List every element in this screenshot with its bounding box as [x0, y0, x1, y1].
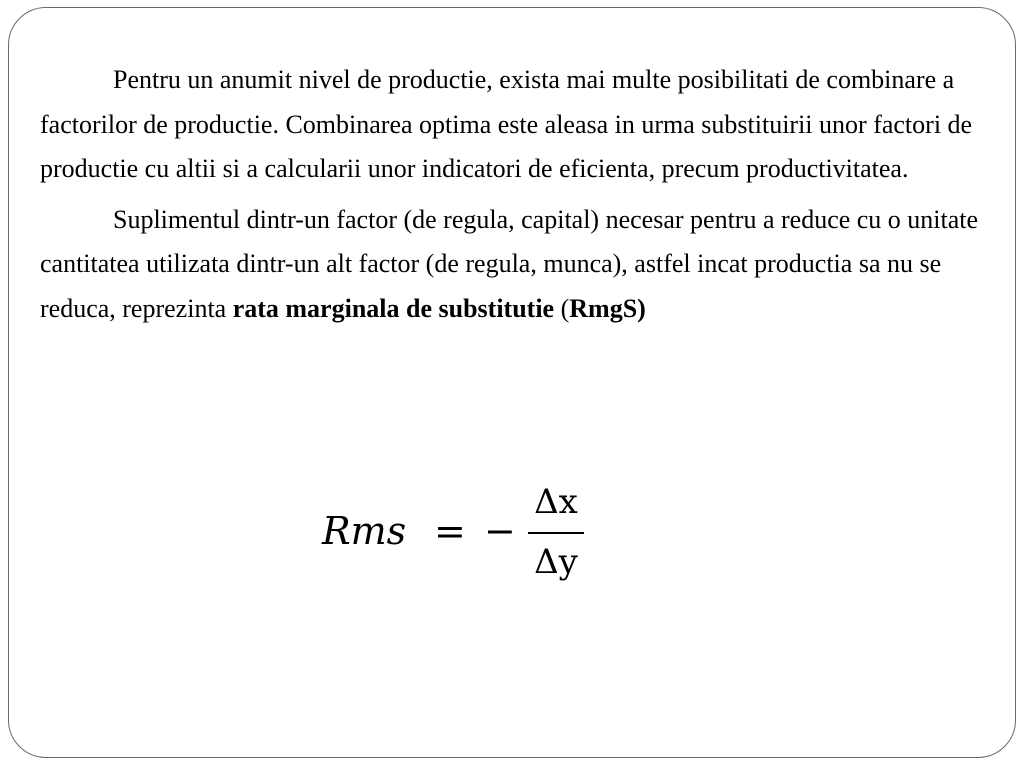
fraction-bar — [528, 532, 584, 534]
formula-rms — [322, 480, 592, 600]
formula-minus: − — [484, 509, 516, 553]
paragraph-1-text: Pentru un anumit nivel de productie, exista mai multe posibilitati de combinare a factorilor de productie. Combinarea optima este aleasa in urma substituirii unor factori de productie cu altii si a calcularii unor indicatori de eficienta, precum productivitatea. — [40, 65, 973, 183]
paragraph-2 — [40, 198, 988, 332]
formula-denominator: Δy — [534, 542, 578, 582]
paragraph-1 — [40, 58, 988, 192]
formula-equals: = — [434, 509, 466, 553]
term-abbreviation: RmgS) — [569, 293, 646, 323]
paragraph-2-text: Suplimentul dintr-un factor (de regula, capital) necesar pentru a reduce cu o unitate cantitatea utilizata dintr-un alt factor (de regula, munca), astfel incat productia sa nu se reduca, reprezinta — [40, 204, 979, 323]
body-text — [40, 58, 988, 331]
formula-numerator: Δx — [534, 482, 578, 522]
paren-open: ( — [554, 293, 570, 323]
term-rata-marginala: rata marginala de substitutie — [232, 293, 555, 323]
formula-lhs: Rms — [322, 509, 407, 553]
